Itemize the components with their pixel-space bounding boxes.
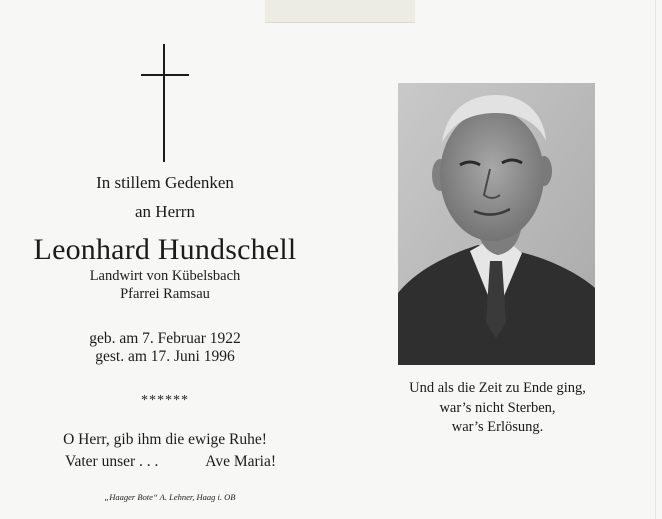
ave-maria-text: Ave Maria! [205,453,276,470]
in-memory-heading: In stillem Gedenken [96,173,234,192]
quote-line-1: Und als die Zeit zu Ende ging, [409,380,586,396]
deceased-name: Leonhard Hundschell [33,233,297,266]
separator-stars: ****** [141,393,189,408]
quote-line-3: war’s Erlösung. [451,419,544,435]
quote-line-2: war’s nicht Sterben, [439,400,556,416]
parish-line: Pfarrei Ramsau [120,286,210,302]
vater-unser-text: Vater unser . . . [65,453,159,470]
printer-imprint: „Haager Bote“ A. Lehner, Haag i. OB [104,492,236,502]
death-date: gest. am 17. Juni 1996 [95,348,235,365]
occupation-line: Landwirt von Kübelsbach [89,268,241,284]
birth-date: geb. am 7. Februar 1922 [89,330,241,347]
to-mister-line: an Herrn [135,202,195,221]
page-edge [655,0,656,519]
portrait-photo [398,83,595,365]
cross-icon [141,44,189,162]
tape-strip [265,0,415,23]
prayer-line: O Herr, gib ihm die ewige Ruhe! [63,431,267,448]
